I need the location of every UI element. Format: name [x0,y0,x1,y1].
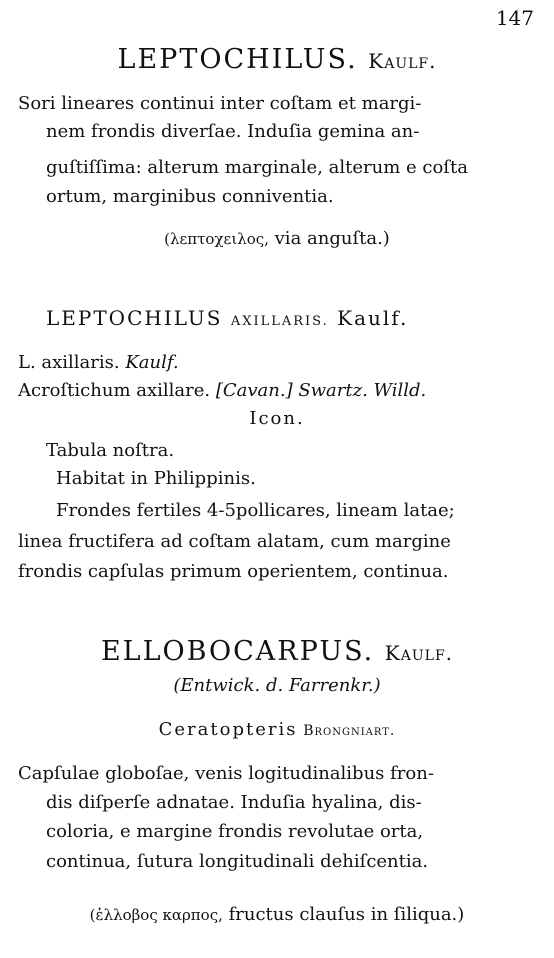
genus-title: ELLOBOCARPUS. [100,636,375,667]
icon-label: Icon. [249,408,305,429]
synonym-line [18,352,179,373]
synonym-name: Acroſtichum axillare. [18,380,211,401]
etymology-greek: (ἐλλοβος καρπος, [89,906,223,924]
desc-line: dis diſperſe adnatae. Induſia hyalina, dis- [46,792,422,813]
synonym-author: Kaulf. [125,352,179,373]
genus-synonym [0,719,554,740]
species-genus: LEPTOCHILUS [46,306,223,330]
desc-line: Capſulae globoſae, venis logitudinalibus fron- [18,763,434,784]
species-author: Kaulf. [337,306,409,330]
desc-line: continua, ſutura longitudinali dehiſcentia. [46,851,429,872]
synonym-author: Brongniart. [303,723,396,739]
species-heading [46,306,408,330]
desc-line: linea fructifera ad coſtam alatam, cum margine [18,531,451,552]
genus-author: Kaulf. [368,49,437,73]
etymology-latin: fructus clauſus in ſiliqua.) [228,904,465,925]
species-epithet: AXILLARIS. [230,314,329,329]
genus-title: LEPTOCHILUS. [117,44,358,75]
desc-line: Frondes fertiles 4-5pollicares, lineam latae; [56,500,455,521]
synonym-name: L. axillaris. [18,352,120,373]
etymology-latin: via anguſta.) [274,228,390,249]
desc-line: coloria, e margine frondis revolutae orta, [46,821,424,842]
etymology [0,904,554,925]
synonym-line [18,380,426,401]
synonym-name: Ceratopteris [158,719,298,740]
etymology-greek: (λεπτοχειλος, [164,230,269,248]
desc-line: frondis capſulas primum operientem, continua. [18,561,449,582]
tabula: Tabula noſtra. [46,440,175,461]
genus-heading-leptochilus [0,44,554,75]
page-number: 147 [495,6,534,30]
synonym-author: [Cavan.] Swartz. Willd. [215,380,427,401]
etymology [0,228,554,249]
desc-line: nem frondis diverſae. Induſia gemina an- [46,121,420,142]
habitat: Habitat in Philippinis. [56,468,256,489]
desc-line: guſtiſſima: alterum marginale, alterum e coſta [46,157,468,178]
desc-line: ortum, marginibus conniventia. [46,186,334,207]
genus-subtitle: (Entwick. d. Farrenkr.) [173,675,381,696]
desc-line: Sori lineares continui inter coſtam et margi- [18,93,422,114]
genus-heading-ellobocarpus [0,636,554,667]
genus-author: Kaulf. [384,641,454,665]
